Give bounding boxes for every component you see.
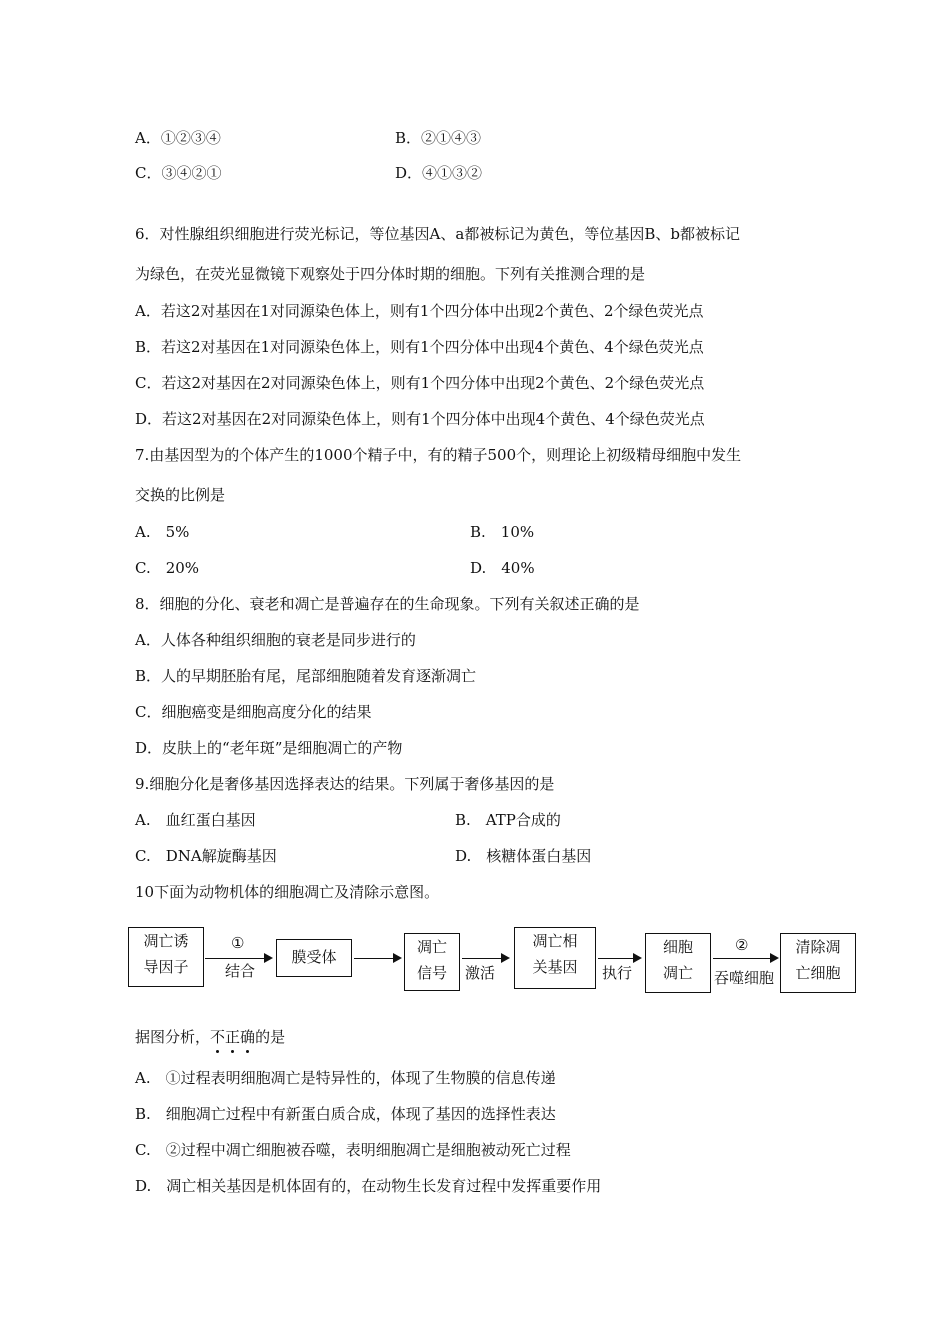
q7-option-b: B. 10% [470,523,535,541]
q8-stem: 8．细胞的分化、衰老和凋亡是普遍存在的生命现象。下列有关叙述正确的是 [135,595,640,613]
box-apoptosis-inducer: 凋亡诱 导因子 [128,927,204,987]
arrow-1 [205,958,271,959]
q6-option-a: A．若这2对基因在1对同源染色体上，则有1个四分体中出现2个黄色、2个绿色荧光点 [135,302,704,320]
q10-option-d: D. 凋亡相关基因是机体固有的，在动物生长发育过程中发挥重要作用 [135,1177,602,1195]
q9-stem: 9.细胞分化是奢侈基因选择表达的结果。下列属于奢侈基因的是 [135,775,555,793]
q6-option-c: C．若这2对基因在2对同源染色体上，则有1个四分体中出现2个黄色、2个绿色荧光点 [135,374,705,392]
label-activate: 激活 [465,964,496,982]
arrow-3 [462,958,508,959]
q9-option-d: D. 核糖体蛋白基因 [455,847,592,865]
label-execute: 执行 [602,964,633,982]
step-number-2: ② [735,936,749,954]
q10-analysis-prompt: 据图分析，不正确的是 [135,1028,286,1046]
q6-option-d: D．若这2对基因在2对同源染色体上，则有1个四分体中出现4个黄色、4个绿色荧光点 [135,410,705,428]
q6-stem-line1: 6．对性腺组织细胞进行荧光标记，等位基因A、a都被标记为黄色，等位基因B、b都被标记 [135,225,740,243]
q5-option-d: D．④①③② [395,164,483,182]
q5-option-a: A．①②③④ [135,129,221,147]
q9-option-b: B. ATP合成的 [455,811,561,829]
step-number-1: ① [231,934,245,952]
q8-option-d: D．皮肤上的“老年斑”是细胞凋亡的产物 [135,739,403,757]
q7-option-c: C. 20% [135,559,200,577]
box-membrane-receptor: 膜受体 [276,939,352,977]
arrow-5 [713,958,777,959]
q7-option-a: A. 5% [135,523,190,541]
q10-option-b: B. 细胞凋亡过程中有新蛋白质合成，体现了基因的选择性表达 [135,1105,556,1123]
q7-stem-line2: 交换的比例是 [135,486,226,504]
q10-option-c: C. ②过程中凋亡细胞被吞噬，表明细胞凋亡是细胞被动死亡过程 [135,1141,571,1159]
q6-option-b: B．若这2对基因在1对同源染色体上，则有1个四分体中出现4个黄色、4个绿色荧光点 [135,338,704,356]
q5-option-b: B．②①④③ [395,129,482,147]
q7-stem-line1: 7.由基因型为的个体产生的1000个精子中，有的精子500个，则理论上初级精母细胞中发生 [135,446,742,464]
q6-stem-line2: 为绿色，在荧光显微镜下观察处于四分体时期的细胞。下列有关推测合理的是 [135,265,646,283]
label-bind: 结合 [225,962,256,980]
box-apoptosis-signal: 凋亡 信号 [404,933,460,991]
q10-stem: 10下面为动物机体的细胞凋亡及清除示意图。 [135,883,440,901]
arrow-2 [354,958,400,959]
box-cell-apoptosis: 细胞 凋亡 [645,933,711,993]
q5-option-c: C．③④②① [135,164,222,182]
q9-option-a: A. 血红蛋白基因 [135,811,256,829]
label-phagocyte: 吞噬细胞 [714,969,775,987]
q9-option-c: C. DNA解旋酶基因 [135,847,277,865]
q8-option-b: B．人的早期胚胎有尾，尾部细胞随着发育逐渐凋亡 [135,667,477,685]
box-clear-dead-cells: 清除凋 亡细胞 [780,933,856,993]
box-apoptosis-genes: 凋亡相 关基因 [514,927,596,989]
q7-option-d: D. 40% [470,559,535,577]
arrow-4 [598,958,640,959]
q10-option-a: A. ①过程表明细胞凋亡是特异性的，体现了生物膜的信息传递 [135,1069,556,1087]
q8-option-c: C．细胞癌变是细胞高度分化的结果 [135,703,372,721]
q8-option-a: A．人体各种组织细胞的衰老是同步进行的 [135,631,416,649]
